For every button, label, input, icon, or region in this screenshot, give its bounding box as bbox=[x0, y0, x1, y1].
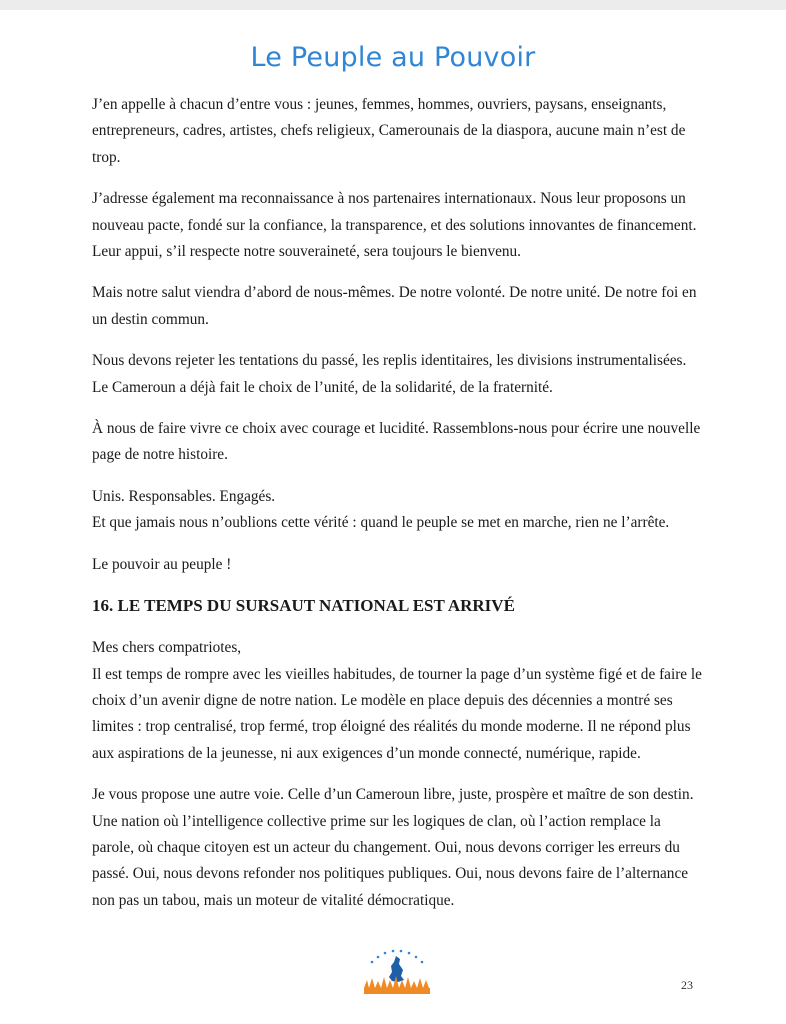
paragraph: Mais notre salut viendra d’abord de nous-mêmes. De notre volonté. De notre unité. De notre foi en un destin commun. bbox=[92, 284, 697, 328]
paragraph: Il est temps de rompre avec les vieilles habitudes, de tourner la page d’un système figé et de faire le choix d’un avenir digne de notre nation. Le modèle en place depuis des décennies a montré ses limites : trop centralisé, trop fermé, trop éloigné des réalités du monde moderne. Il ne répond plus aux aspirations de la jeunesse, ni aux exigences d’un monde connecté, numérique, rapide. bbox=[92, 665, 702, 762]
paragraph: Je vous propose une autre voie. Celle d’un Cameroun libre, juste, prospère et maître de son destin. Une nation où l’intelligence collective prime sur les logiques de clan, où l’action remplace la parole, où chaque citoyen est un acteur du changement. Oui, nous devons corriger les erreurs du passé. Oui, nous devons refonder nos politiques publiques. Oui, nous devons faire de l’alternance non pas un tabou, mais un moteur de vitalité démocratique. bbox=[92, 786, 694, 909]
paragraph: Nous devons rejeter les tentations du passé, les replis identitaires, les divisions instrumentalisées. Le Cameroun a déjà fait le choix de l’unité, de la solidarité, de la fraternité. bbox=[92, 352, 687, 396]
salutation: Mes chers compatriotes, bbox=[92, 639, 242, 657]
motto-line: Et que jamais nous n’oublions cette vérité : quand le peuple se met en marche, rien ne l’arrête. bbox=[92, 514, 670, 532]
closing-line: Le pouvoir au peuple ! bbox=[92, 555, 232, 573]
motto-line: Unis. Responsables. Engagés. bbox=[92, 487, 276, 505]
page-header-title: Le Peuple au Pouvoir bbox=[250, 42, 536, 73]
section-heading: 16. LE TEMPS DU SURSAUT NATIONAL EST ARRIVÉ bbox=[92, 596, 515, 616]
page-content bbox=[92, 92, 706, 929]
paragraph: À nous de faire vivre ce choix avec courage et lucidité. Rassemblons-nous pour écrire une nouvelle page de notre histoire. bbox=[92, 420, 701, 464]
party-logo-icon bbox=[358, 944, 436, 998]
page-number: 23 bbox=[681, 978, 693, 992]
paragraph: J’en appelle à chacun d’entre vous : jeunes, femmes, hommes, ouvriers, paysans, enseignants, entrepreneurs, cadres, artistes, chefs religieux, Camerounais de la diaspora, aucune main n’est de trop. bbox=[92, 96, 686, 166]
paragraph: J’adresse également ma reconnaissance à nos partenaires internationaux. Nous leur proposons un nouveau pacte, fondé sur la confiance, la transparence, et des solutions innovantes de financement. Leur appui, s’il respecte notre souveraineté, sera toujours le bienvenu. bbox=[92, 190, 697, 261]
